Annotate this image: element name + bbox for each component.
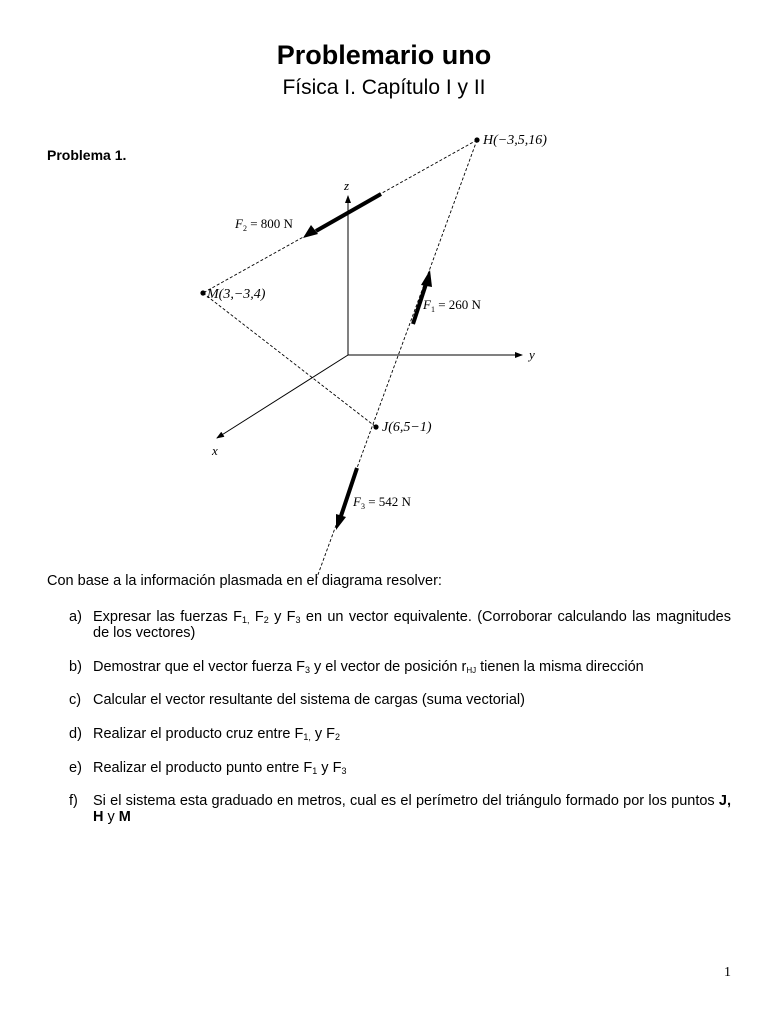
axis-y-label: y [529,347,535,362]
point-M-label: M(3,−3,4) [207,287,266,302]
question-letter: e) [69,760,82,776]
point-J-label: J(6,5−1) [382,420,432,435]
problem-label: Problema 1. [47,147,127,163]
question-text: Demostrar que el vector fuerza $F_3$ y el vector de posición $r_{HJ}$ tienen la misma dirección [93,659,644,675]
question-text: Realizar el producto punto entre $F_1$ y $F_3$ [93,760,347,776]
question-d [69,726,731,742]
document-subtitle: Física I. Capítulo I y II [282,76,486,99]
question-letter: c) [69,692,82,708]
page-number: 1 [724,965,731,980]
question-a [69,609,731,641]
point-J-dot [373,424,378,429]
point-H-label: H(−3,5,16) [483,133,547,148]
point-M-dot [200,290,205,295]
question-c [69,692,731,708]
force-F1-label: $F_1 = 260$ N [423,297,481,314]
document-title: Problemario uno [276,40,492,70]
question-text: Si el sistema esta graduado en metros, cual es el perímetro del triángulo formado por los puntos J, H y M [93,793,731,825]
force-F2-arrow-head [303,225,318,238]
force-F1-arrow-head [421,270,432,287]
question-letter: b) [69,659,82,675]
question-e [69,760,731,776]
line-M-J [203,293,376,427]
question-letter: a) [69,609,82,625]
question-text: Realizar el producto cruz entre $F_{1,}$ y $F_2$ [93,726,341,742]
force-F2-label: $F_2 = 800$ N [235,216,293,233]
point-H-dot [474,137,479,142]
x-axis [217,355,348,438]
axis-z-label: z [344,178,350,193]
instructions-intro: Con base a la información plasmada en el diagrama resolver: [47,573,442,589]
question-b [69,659,731,675]
question-letter: d) [69,726,82,742]
force-F3-label: $F_3 = 542$ N [353,494,411,511]
question-letter: f) [69,793,78,809]
force-F3-arrow-head [336,514,346,530]
question-text: Calcular el vector resultante del sistema de cargas (suma vectorial) [93,692,525,708]
question-f [69,793,731,825]
question-text: Expresar las fuerzas $F_{1,}$ $F_2$ y $F_3$ en un vector equivalente. (Corroborar calculando las magnitudes de los vectores) [93,609,731,641]
axis-x-label: x [212,443,218,458]
